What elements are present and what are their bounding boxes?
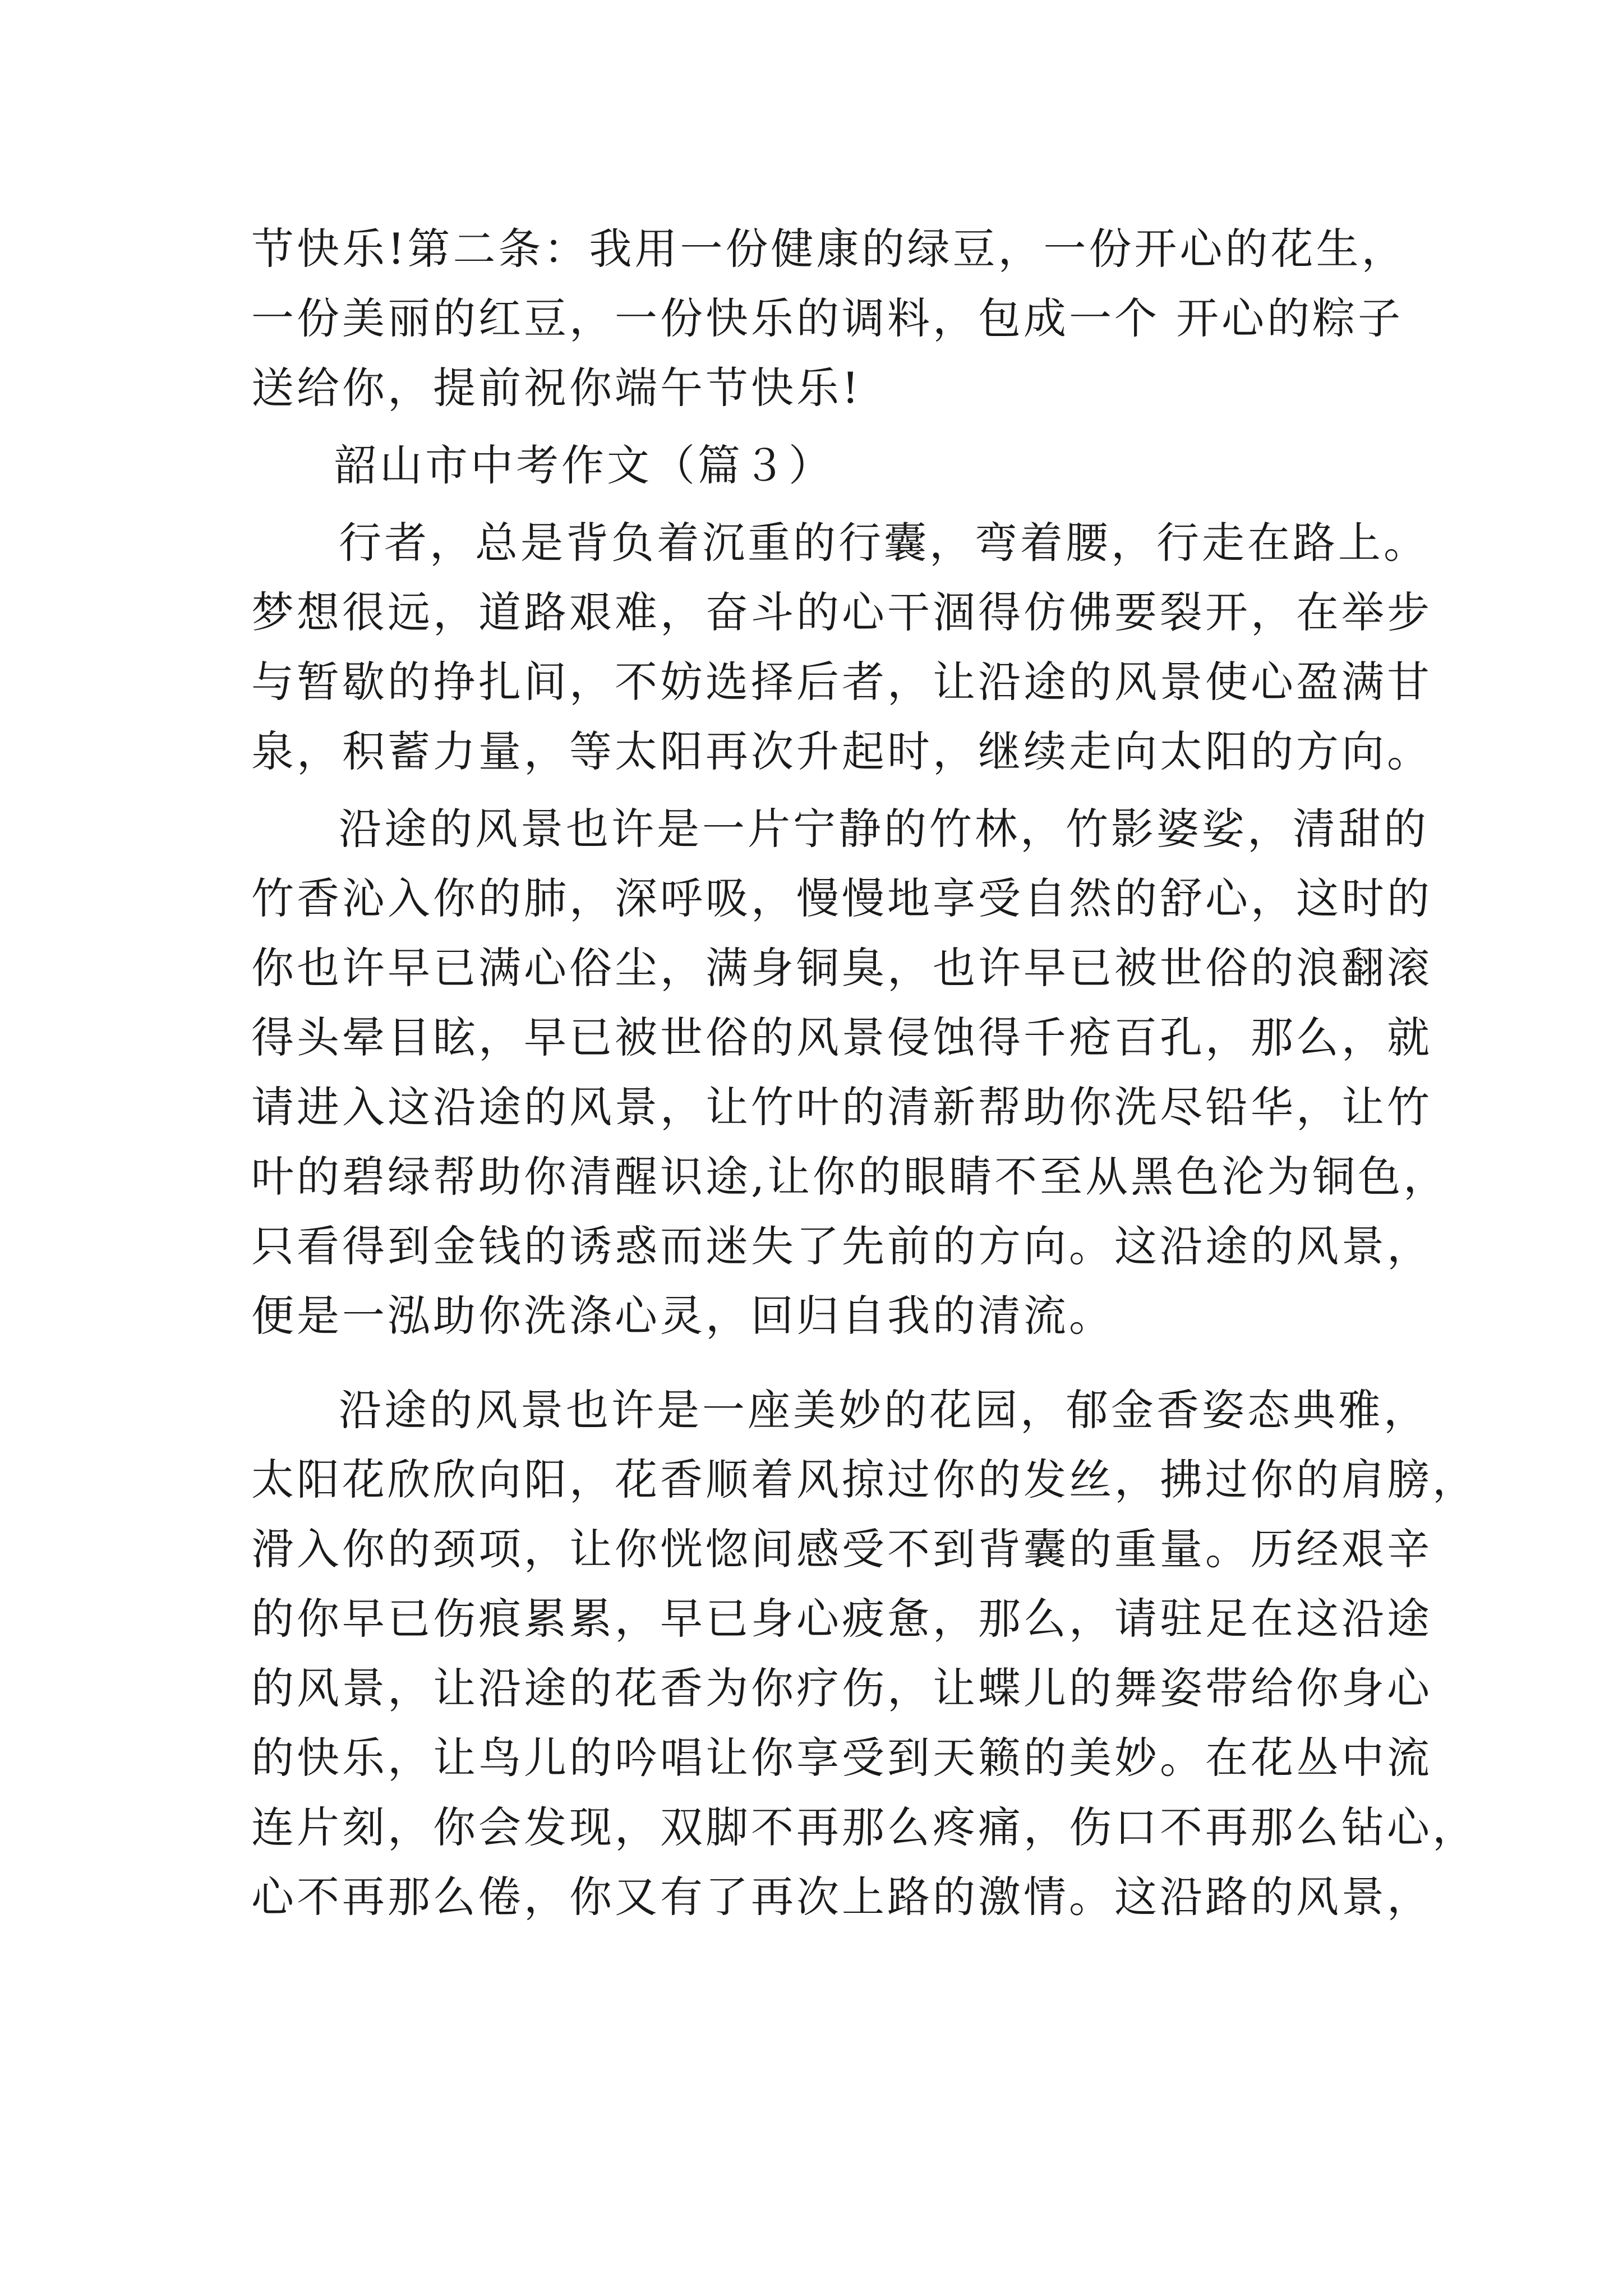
text-line: 节快乐!第二条：我用一份健康的绿豆，一份开心的花生， bbox=[251, 224, 1407, 274]
text-line: 便是一泓助你洗涤心灵，回归自我的清流。 bbox=[251, 1291, 1114, 1341]
text-line: 泉，积蓄力量，等太阳再次升起时，继续走向太阳的方向。 bbox=[251, 726, 1432, 776]
text-line: 一份美丽的红豆，一份快乐的调料，包成一个 开心的粽子 bbox=[251, 293, 1404, 343]
text-line: 送给你，提前祝你端午节快乐! bbox=[251, 363, 862, 413]
text-line: 太阳花欣欣向阳，花香顺着风掠过你的发丝，拂过你的肩膀， bbox=[251, 1455, 1478, 1504]
text-line: 得头晕目眩，早已被世俗的风景侵蚀得千疮百孔，那么，就 bbox=[251, 1013, 1432, 1062]
paragraph-continuation bbox=[251, 214, 1407, 423]
text-line: 叶的碧绿帮助你清醒识途,让你的眼睛不至从黑色沦为铜色， bbox=[251, 1152, 1449, 1202]
text-line: 沿途的风景也许是一片宁静的竹林，竹影婆娑，清甜的 bbox=[339, 804, 1429, 854]
text-line: 沿途的风景也许是一座美妙的花园，郁金香姿态典雅， bbox=[339, 1385, 1429, 1435]
text-line: 请进入这沿途的风景，让竹叶的清新帮助你洗尽铅华，让竹 bbox=[251, 1082, 1432, 1132]
paragraph bbox=[251, 794, 1449, 1351]
text-line: 的风景，让沿途的花香为你疗伤，让蝶儿的舞姿带给你身心 bbox=[251, 1663, 1432, 1713]
section-heading-block bbox=[251, 431, 1407, 500]
text-line: 竹香沁入你的肺，深呼吸，慢慢地享受自然的舒心，这时的 bbox=[251, 873, 1432, 923]
text-line: 你也许早已满心俗尘，满身铜臭，也许早已被世俗的浪翻滚 bbox=[251, 943, 1432, 993]
text-line: 的你早已伤痕累累，早已身心疲惫，那么，请驻足在这沿途 bbox=[251, 1594, 1432, 1644]
text-line: 行者，总是背负着沉重的行囊，弯着腰，行走在路上。 bbox=[339, 518, 1429, 568]
text-line: 连片刻，你会发现，双脚不再那么疼痛，伤口不再那么钻心， bbox=[251, 1802, 1478, 1852]
text-line: 只看得到金钱的诱惑而迷失了先前的方向。这沿途的风景， bbox=[251, 1221, 1432, 1271]
paragraph bbox=[251, 508, 1432, 786]
text-line: 与暂歇的挣扎间，不妨选择后者，让沿途的风景使心盈满甘 bbox=[251, 657, 1432, 707]
text-line: 心不再那么倦，你又有了再次上路的激情。这沿路的风景， bbox=[251, 1872, 1432, 1922]
text-line: 的快乐，让鸟儿的吟唱让你享受到天籁的美妙。在花丛中流 bbox=[251, 1733, 1432, 1783]
text-line: 滑入你的颈项，让你恍惚间感受不到背囊的重量。历经艰辛 bbox=[251, 1524, 1432, 1574]
section-heading: 韶山市中考作文（篇３） bbox=[334, 440, 834, 490]
document-body bbox=[251, 214, 1478, 1932]
text-line: 梦想很远，道路艰难，奋斗的心干涸得仿佛要裂开，在举步 bbox=[251, 587, 1432, 637]
paragraph bbox=[251, 1375, 1478, 1932]
